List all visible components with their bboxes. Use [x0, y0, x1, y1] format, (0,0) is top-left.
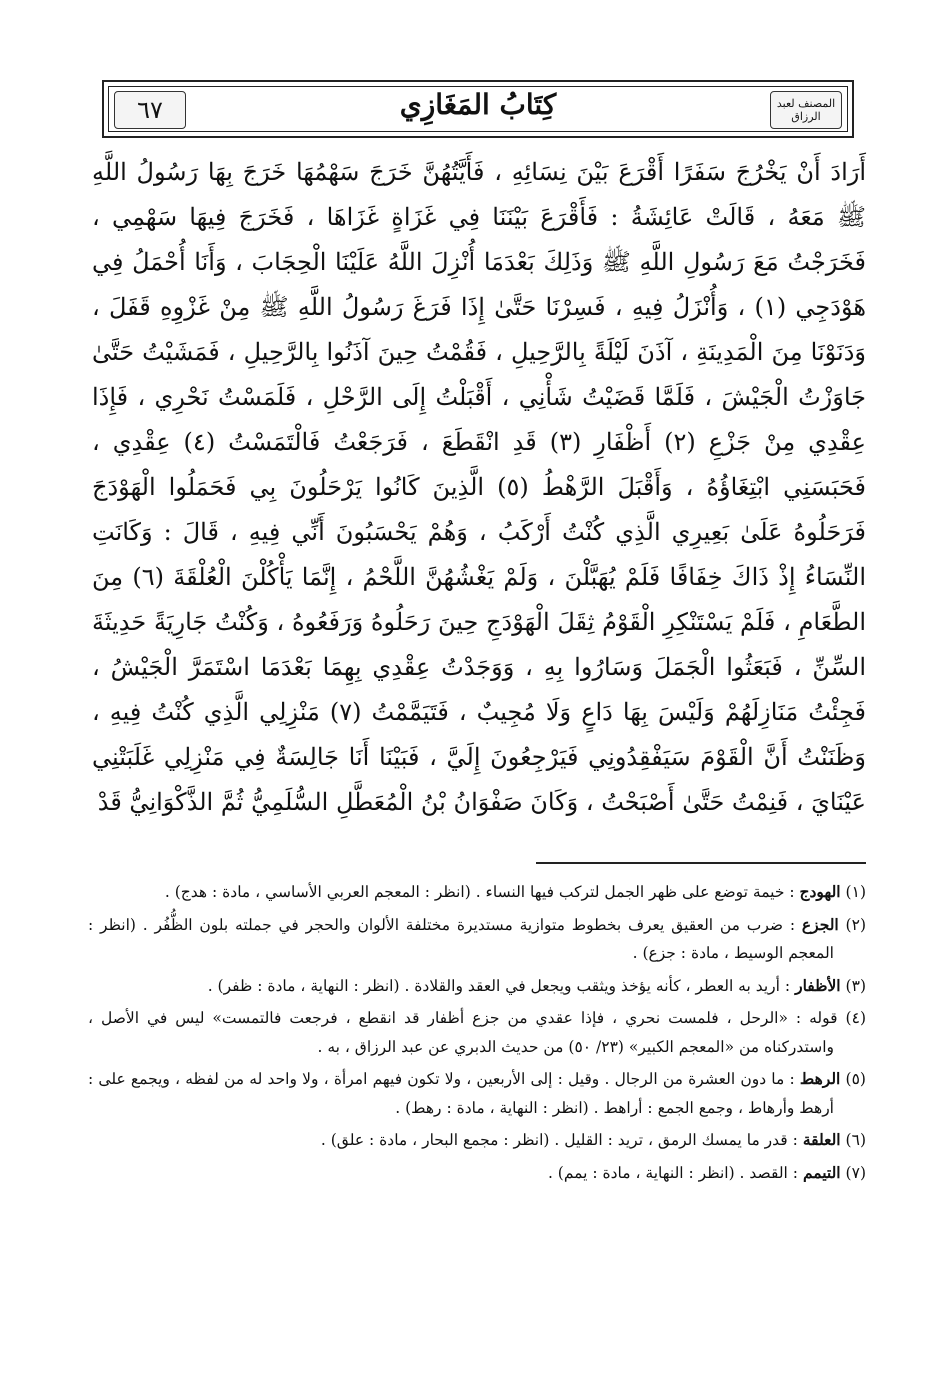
page-header [102, 80, 854, 138]
footnotes [88, 878, 866, 1191]
footnote-divider [536, 862, 866, 864]
main-text-block [92, 150, 866, 825]
footnote: (٢) الجزع : ضرب من العقيق يعرف بخطوط متوازية مستديرة مختلفة الألوان والحجر في جملته بلون الظُّفُر . (انظر : المعجم الوسيط ، مادة : جزع) . [88, 914, 866, 962]
book-logo: المصنف لعبد الرزاق [770, 91, 842, 129]
page-title: كِتَابُ المَغَازِي [399, 88, 557, 121]
main-paragraph: أَرَادَ أَنْ يَخْرُجَ سَفَرًا أَقْرَعَ بَيْنَ نِسَائِهِ ، فَأَيَّتُهُنَّ خَرَجَ سَهْمُهَا خَرَجَ بِهَا رَسُولُ اللَّهِ ﷺ مَعَهُ ، قَالَتْ عَائِشَةُ : فَأَقْرَعَ بَيْنَنَا فِي غَزَاةٍ غَزَاهَا ، فَخَرَجَ فِيهَا سَهْمِي ، فَخَرَجْتُ مَعَ رَسُولِ اللَّهِ ﷺ وَذَلِكَ بَعْدَمَا أُنْزِلَ اللَّهُ عَلَيْنَا الْحِجَابَ ، وَأَنَا أُحْمَلُ فِي هَوْدَجِي (١) ، وَأُنْزَلُ فِيهِ ، فَسِرْنَا حَتَّىٰ إِذَا فَرَغَ رَسُولُ اللَّهِ ﷺ مِنْ غَزْوِهِ قَفَلَ ، وَدَنَوْنَا مِنَ الْمَدِينَةِ ، آذَنَ لَيْلَةً بِالرَّحِيلِ ، فَقُمْتُ حِينَ آذَنُوا بِالرَّحِيلِ ، فَمَشَيْتُ حَتَّىٰ جَاوَزْتُ الْجَيْشَ ، فَلَمَّا قَضَيْتُ شَأْنِي ، أَقْبَلْتُ إِلَى الرَّحْلِ ، فَلَمَسْتُ نَحْرِي ، فَإِذَا عِقْدِي مِنْ جَزْعِ (٢) أَظْفَارِ (٣) قَدِ انْقَطَعَ ، فَرَجَعْتُ فَالْتَمَسْتُ (٤) عِقْدِي ، فَحَبَسَنِي ابْتِغَاؤُهُ ، وَأَقْبَلَ الرَّهْطُ (٥) الَّذِينَ كَانُوا يَرْحَلُونَ بِي فَحَمَلُوا الْهَوْدَجَ فَرَحَلُوهُ عَلَىٰ بَعِيرِي الَّذِي كُنْتُ أَرْكَبُ ، وَهُمْ يَحْسَبُونَ أَنِّي فِيهِ ، قَالَ : وَكَانَتِ النِّسَاءُ إِذْ ذَاكَ خِفَافًا فَلَمْ يُهَبَّلْنَ ، وَلَمْ يَغْشُهُنَّ اللَّحْمُ ، إِنَّمَا يَأْكُلْنَ الْعُلْقَةَ (٦) مِنَ الطَّعَامِ ، فَلَمْ يَسْتَنْكِرِ الْقَوْمُ ثِقَلَ الْهَوْدَجِ حِينَ رَحَلُوهُ وَرَفَعُوهُ ، وَكُنْتُ جَارِيَةً حَدِيثَةَ السِّنِّ ، فَبَعَثُوا الْجَمَلَ وَسَارُوا بِهِ ، وَوَجَدْتُ عِقْدِي بِهِمَا بَعْدَمَا اسْتَمَرَّ الْجَيْشُ ، فَجِئْتُ مَنَازِلَهُمْ وَلَيْسَ بِهَا دَاعٍ وَلَا مُجِيبٌ ، فَتَيَمَّمْتُ (٧) مَنْزِلِي الَّذِي كُنْتُ فِيهِ ، وَظَنَنْتُ أَنَّ الْقَوْمَ سَيَفْقِدُونِي فَيَرْجِعُونَ إِلَيَّ ، فَبَيْنَا أَنَا جَالِسَةٌ فِي مَنْزِلِي غَلَبَتْنِي عَيْنَايَ ، فَنِمْتُ حَتَّىٰ أَصْبَحْتُ ، وَكَانَ صَفْوَانُ بْنُ الْمُعَطَّلِ السُّلَمِيُّ ثُمَّ الذَّكْوَانِيُّ قَدْ [92, 158, 867, 816]
footnote: (٤) قوله : «الرحل ، فلمست نحري ، فإذا عقدي من جزع أظفار قد انقطع ، فرجعت فالتمست» ليس في الأصل ، واستدركناه من «المعجم الكبير» (٢٣/ ٥٠) من حديث الدبري عن عبد الرزاق ، به . [88, 1009, 866, 1056]
footnote: (١) الهودج : خيمة توضع على ظهر الجمل لتركب فيها النساء . (انظر : المعجم العربي الأساسي ، مادة : هدج) . [164, 882, 866, 901]
footnote: (٧) التيمم : القصد . (انظر : النهاية ، مادة : يمم) . [547, 1162, 866, 1182]
footnote: (٥) الرهط : ما دون العشرة من الرجال . وقيل : إلى الأربعين ، ولا تكون فيهم امرأة ، ولا واحد له من لفظه ، ويجمع على : أرهط وأرهاط ، وجمع الجمع : أراهط . (انظر : النهاية ، مادة : رهط) . [88, 1069, 866, 1117]
footnote: (٦) العلقة : قدر ما يمسك الرمق ، تريد : القليل . (انظر : مجمع البحار ، مادة : علق) . [320, 1130, 866, 1149]
page-number: ٦٧ [114, 91, 186, 129]
footnote: (٣) الأظفار : أريد به العطر ، كأنه يؤخذ ويثقب ويجعل في العقد والقلادة . (انظر : النهاية ، مادة : ظفر) . [207, 975, 866, 995]
